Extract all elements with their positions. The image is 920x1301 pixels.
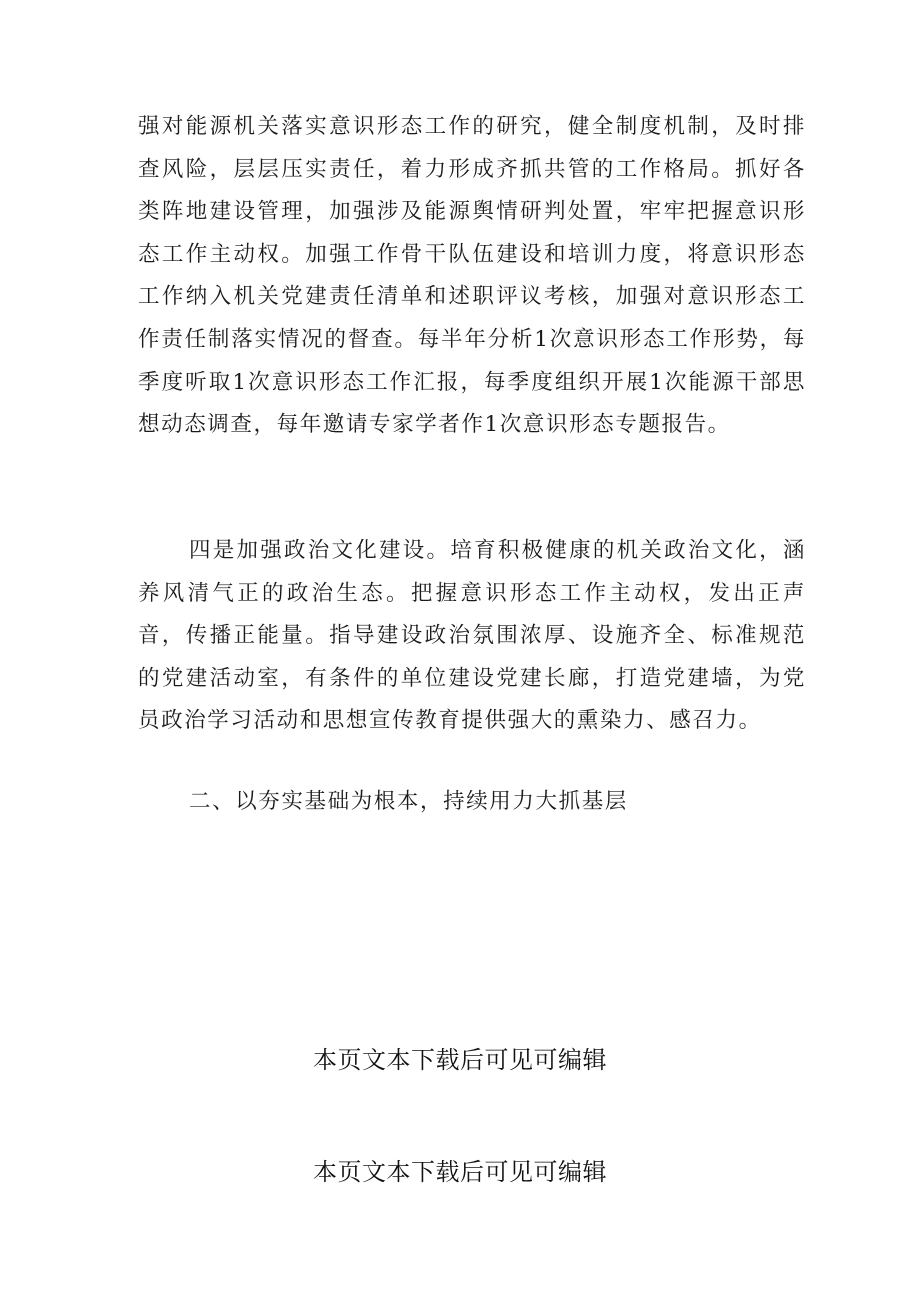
body-paragraph-2: 四是加强政治文化建设。培育积极健康的机关政治文化，涵养风清气正的政治生态。把握意识形态工作主动权，发出正声音，传播正能量。指导建设政治氛围浓厚、设施齐全、标准规范的党建活动室，有条件的单位建设党建长廊，打造党建墙，为党员政治学习活动和思想宣传教育提供强大的熏染力、感召力。: [138, 538, 806, 734]
download-notice-2: 本页文本下载后可见可编辑: [313, 1158, 607, 1186]
body-paragraph-1: 强对能源机关落实意识形态工作的研究，健全制度机制，及时排查风险，层层压实责任，着力形成齐抓共管的工作格局。抓好各类阵地建设管理，加强涉及能源舆情研判处置，牢牢把握意识形态工作主动权。加强工作骨干队伍建设和培训力度，将意识形态工作纳入机关党建责任清单和述职评议考核，加强对意识形态工作责任制落实情况的督查。每半年分析1次意识形态工作形势，每季度听取1次意识形态工作汇报，每季度组织开展1次能源干部思想动态调查，每年邀请专家学者作1次意识形态专题报告。: [138, 114, 806, 438]
download-notice-1: 本页文本下载后可见可编辑: [313, 1046, 607, 1074]
section-heading: 二、以夯实基础为根本，持续用力大抓基层: [189, 789, 628, 814]
